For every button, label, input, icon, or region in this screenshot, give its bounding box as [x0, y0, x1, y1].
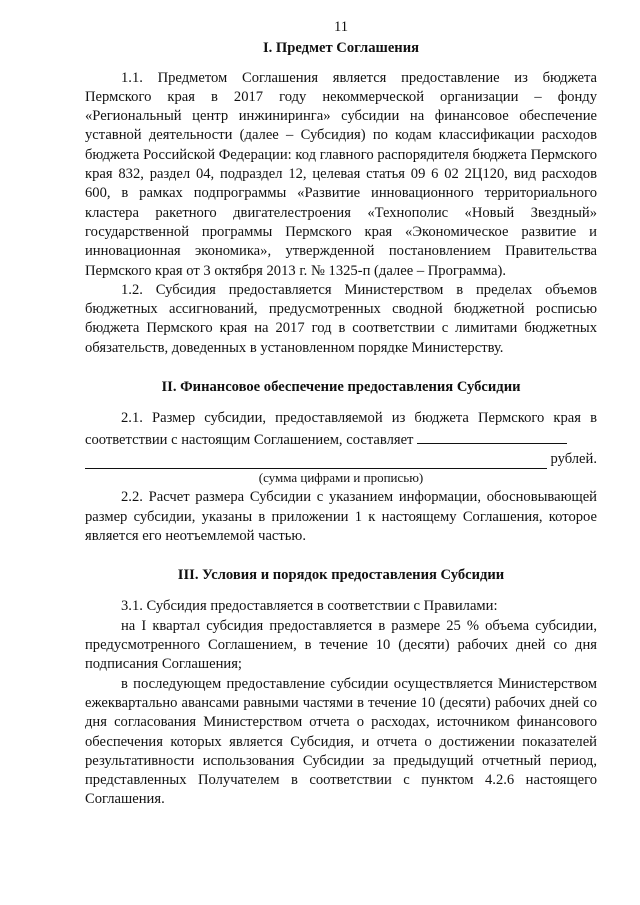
paragraph-3-1: 3.1. Субсидия предоставляется в соответствии с Правилами:: [121, 598, 498, 615]
amount-line-row: [85, 450, 597, 469]
section-2-title: II. Финансовое обеспечение предоставления Субсидии: [161, 379, 521, 396]
section-1-title: I. Предмет Соглашения: [262, 40, 420, 57]
paragraph-1-2: 1.2. Субсидия предоставляется Министерством в пределах объемов бюджетных ассигнований, предусмотренных сводной бюджетной росписью бюджета Пермского края на 2017 год в соответствии с лимитами бюджетных обязательств, доведенных в установленном порядке Министерству.: [85, 281, 597, 356]
amount-blank-line: [417, 429, 567, 444]
paragraph-2-1-text: 2.1. Размер субсидии, предоставляемой из бюджета Пермского края в соответствии с настоящим Соглашением, составляет: [85, 410, 597, 448]
section-3-title: III. Условия и порядок предоставления Субсидии: [177, 567, 505, 584]
document-content: [85, 18, 597, 810]
amount-blank-line-2: [85, 454, 547, 469]
paragraph-3-1b: в последующем предоставление субсидии осуществляется Министерством ежеквартально авансами равными частями в течение 10 (десяти) рабочих дней со дня согласования Министерством отчета о расходах, источником финансового обеспечения которых является Субсидия, и отчета о достижении показателей результативности использования Субсидии за предыдущий отчетный период, представленных Получателем в соответствии с пунктом 4.2.6 настоящего Соглашения.: [85, 675, 597, 808]
amount-caption: (сумма цифрами и прописью): [258, 470, 424, 486]
paragraph-2-2: 2.2. Расчет размера Субсидии с указанием информации, обосновывающей размер субсидии, указаны в приложении 1 к настоящему Соглашения, которое является его неотъемлемой частью.: [85, 489, 597, 544]
paragraph-2-1: [85, 409, 597, 450]
page-number: 11: [333, 19, 349, 35]
amount-unit: рублей.: [550, 450, 597, 467]
paragraph-3-1a: на I квартал субсидия предоставляется в размере 25 % объема субсидии, предусмотренного Соглашением, в течение 10 (десяти) рабочих дней со дня подписания Соглашения;: [85, 617, 597, 673]
paragraph-1-1: 1.1. Предметом Соглашения является предоставление из бюджета Пермского края в 2017 году некоммерческой организации – фонду «Региональный центр инжиниринга» субсидии на финансовое обеспечение уставной деятельности (далее – Субсидия) по кодам классификации расходов бюджета Российской Федерации: код главного распорядителя бюджета Пермского края 832, раздел 04, подраздел 12, целевая статья 09 6 02 2Ц120, вид расходов 600, в рамках подпрограммы «Развитие инновационного территориального кластера ракетного двигателестроения «Технополис «Новый Звездный» государственной программы Пермского края «Экономическое развитие и инновационная экономика», утвержденной постановлением Правительства Пермского края от 3 октября 2013 г. № 1325-п (далее – Программа).: [85, 69, 597, 279]
